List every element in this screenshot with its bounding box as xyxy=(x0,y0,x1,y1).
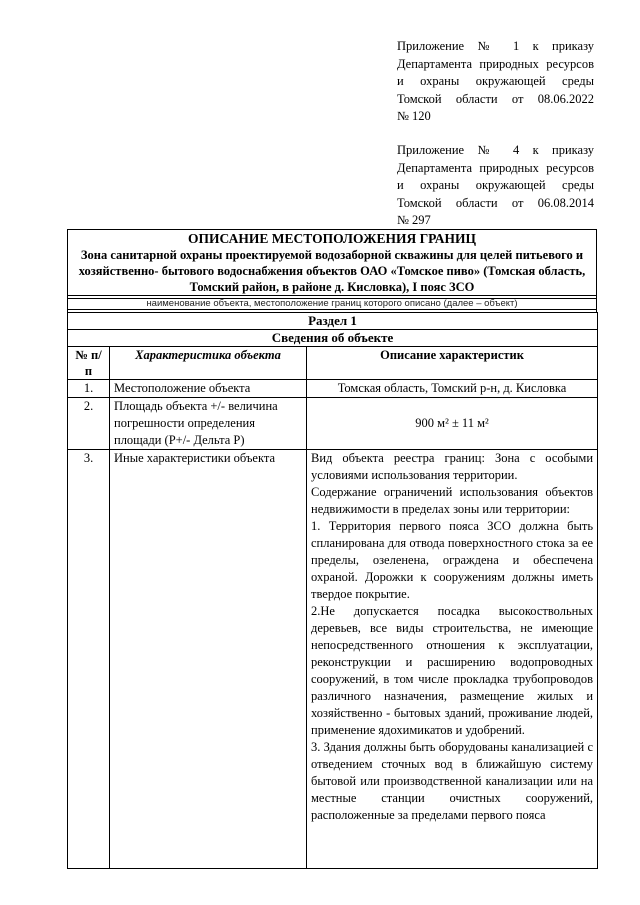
divider xyxy=(68,309,596,310)
row-characteristic: Иные характеристики объекта xyxy=(110,450,307,869)
appendix-4-line: Приложение № 4 к приказу xyxy=(397,143,594,157)
column-header-num: № п/п xyxy=(68,347,110,380)
section-title-row xyxy=(68,313,598,330)
description-paragraph: 2.Не допускается посадка высокоствольных деревьев, все виды строительства, не имеющие непосредственного отношения к эксплуатации, реконструкции и расширению водопроводных сооружений, в том числе прокладка трубопроводов различного назначения, размещение жилых и хозяйственно - бытовых зданий, проживание людей, применение ядохимикатов и удобрений. xyxy=(311,604,594,737)
appendix-1-line: Приложение № 1 к приказу xyxy=(397,39,594,53)
appendix-4-line: Томской области от 06.08.2014 xyxy=(397,195,594,210)
table-row xyxy=(68,398,598,450)
section-subtitle-row xyxy=(68,330,598,347)
row-description: Томская область, Томский р-н, д. Кисловка xyxy=(307,380,598,398)
appendix-4-line: Департамента природных ресурсов xyxy=(397,160,594,175)
row-number: 2. xyxy=(68,398,110,450)
table-header-row xyxy=(68,347,598,380)
table-row xyxy=(68,380,598,398)
document-title: ОПИСАНИЕ МЕСТОПОЛОЖЕНИЯ ГРАНИЦ xyxy=(188,231,476,246)
row-number: 1. xyxy=(68,380,110,398)
row-description: 900 м² ± 11 м² xyxy=(307,398,598,450)
row-characteristic: Местоположение объекта xyxy=(110,380,307,398)
appendix-1-line: и охраны окружающей среды xyxy=(397,74,594,88)
appendix-4-note xyxy=(397,142,594,230)
object-info-table xyxy=(67,312,598,869)
appendix-4-line: № 297 xyxy=(397,213,431,227)
appendix-4-line: и охраны окружающей среды xyxy=(397,178,594,192)
column-header-description: Описание характеристик xyxy=(307,347,598,380)
section-subtitle: Сведения об объекте xyxy=(68,330,598,347)
appendix-1-line: Томской области от 08.06.2022 xyxy=(397,91,594,106)
object-caption-text: наименование объекта, местоположение границ которого описано (далее – объект) xyxy=(146,298,518,309)
section-title: Раздел 1 xyxy=(68,313,598,330)
appendix-1-line: № 120 xyxy=(397,109,431,123)
description-paragraph: 1. Территория первого пояса ЗСО должна быть спланирована для отвода поверхностного стока за ее пределы, озеленена, ограждена и обеспечена охраной. Дорожки к сооружениям должны иметь твердое покрытие. xyxy=(311,519,594,601)
document-header xyxy=(67,229,597,296)
row-characteristic: Площадь объекта +/- величина погрешности определения площади (P+/- Дельта P) xyxy=(110,398,307,450)
appendix-1-line: Департамента природных ресурсов xyxy=(397,56,594,71)
description-paragraph: Содержание ограничений использования объектов недвижимости в пределах зоны или территории: xyxy=(311,485,594,516)
appendix-1-note xyxy=(397,38,594,126)
object-caption xyxy=(67,296,597,312)
row-number: 3. xyxy=(68,450,110,869)
divider xyxy=(68,298,596,299)
description-paragraph: Вид объекта реестра границ: Зона с особыми условиями использования территории. xyxy=(311,451,594,482)
description-paragraph: 3. Здания должны быть оборудованы канализацией с отведением сточных вод в ближайшую систему бытовой или производственной канализации или на местные станции очистных сооружений, расположенные за пределами первого пояса xyxy=(311,740,594,822)
column-header-characteristic: Характеристика объекта xyxy=(110,347,307,380)
row-description xyxy=(307,450,598,869)
table-row xyxy=(68,450,598,869)
document-subtitle: Зона санитарной охраны проектируемой водозаборной скважины для целей питьевого и хозяйственно- бытового водоснабжения объектов ОАО «Томское пиво» (Томская область, Томский район, в районе д. Кисловка), I пояс ЗСО xyxy=(78,248,586,294)
